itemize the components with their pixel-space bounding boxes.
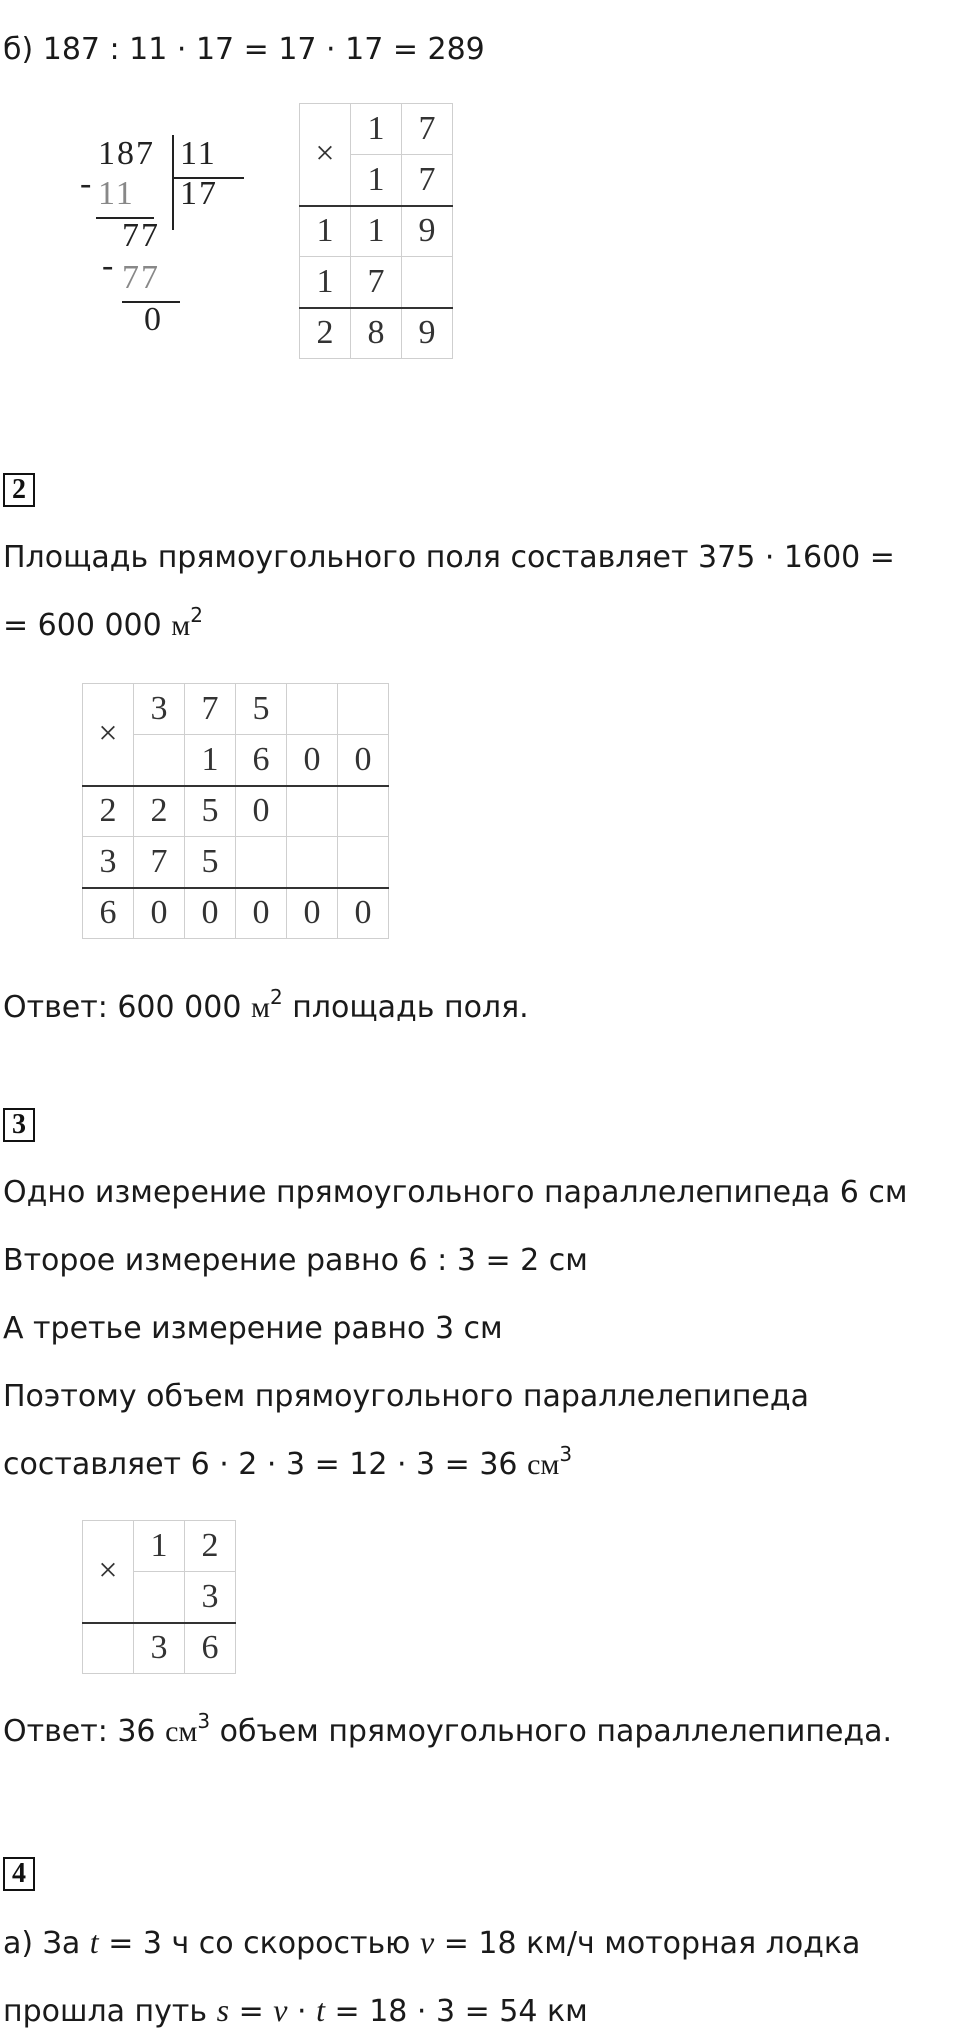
- table-cell: 9: [402, 308, 453, 359]
- table-cell: 1: [351, 104, 402, 155]
- table-cell: 5: [185, 837, 236, 888]
- division-vertical-rule: [172, 135, 174, 230]
- multiplication-table-task3: [82, 1520, 236, 1674]
- dot: ·: [287, 1994, 317, 2029]
- task-number-3: 3: [3, 1108, 35, 1142]
- table-cell: 7: [402, 155, 453, 206]
- table-cell: 2: [134, 786, 185, 837]
- var-s: s: [216, 1992, 230, 2028]
- table-cell: 0: [185, 888, 236, 939]
- table-cell: 8: [351, 308, 402, 359]
- unit-m: м: [250, 991, 270, 1024]
- power-2: 2: [269, 985, 283, 1009]
- var-t: t: [89, 1924, 99, 1960]
- task2-answer-prefix: Ответ: 600 000: [3, 990, 251, 1025]
- power-3: 3: [559, 1442, 573, 1466]
- table-cell: 3: [134, 684, 185, 735]
- times-sign: ×: [300, 104, 351, 206]
- table-cell: 2: [83, 786, 134, 837]
- table-cell: 7: [351, 257, 402, 308]
- task4-a-part1: а) За: [3, 1926, 90, 1961]
- task4-b-part1: прошла путь: [3, 1994, 217, 2029]
- unit-cm: см: [527, 1448, 560, 1481]
- table-cell: [287, 684, 338, 735]
- table-cell: 2: [185, 1521, 236, 1572]
- long-division: [70, 135, 250, 375]
- task2-answer-suffix: площадь поля.: [282, 990, 529, 1025]
- table-cell: 6: [236, 735, 287, 786]
- table-cell: 5: [185, 786, 236, 837]
- equals: =: [229, 1994, 274, 2029]
- table-cell: [402, 257, 453, 308]
- var-t: t: [316, 1992, 325, 2028]
- part-b-line: б) 187 : 11 · 17 = 17 · 17 = 289: [3, 32, 485, 67]
- task3-answer-prefix: Ответ: 36: [3, 1714, 166, 1749]
- task3-answer-suffix: объем прямоугольного параллелепипеда.: [210, 1714, 893, 1749]
- table-cell: [338, 837, 389, 888]
- table-cell: [134, 735, 185, 786]
- table-cell: 1: [300, 206, 351, 257]
- table-cell: 5: [236, 684, 287, 735]
- table-cell: 3: [134, 1623, 185, 1674]
- table-cell: 0: [338, 735, 389, 786]
- table-cell: 6: [185, 1623, 236, 1674]
- task2-line2-prefix: = 600 000: [3, 608, 172, 643]
- table-cell: [338, 786, 389, 837]
- task2-line1: Площадь прямоугольного поля составляет 375 · 1600 =: [3, 540, 895, 575]
- task4-a-part2: = 3 ч со скоростью: [98, 1926, 420, 1961]
- table-cell: 1: [134, 1521, 185, 1572]
- times-sign: ×: [83, 1521, 134, 1623]
- table-cell: [287, 786, 338, 837]
- table-cell: 1: [351, 155, 402, 206]
- unit-cm: см: [165, 1715, 198, 1748]
- divisor: 11: [180, 135, 217, 172]
- power-2: 2: [190, 603, 203, 627]
- table-cell: [134, 1572, 185, 1623]
- task3-line1: Одно измерение прямоугольного параллелепипеда 6 см: [3, 1175, 908, 1210]
- task-number-2: 2: [3, 473, 35, 507]
- task3-line4: Поэтому объем прямоугольного параллелепипеда: [3, 1379, 810, 1414]
- task4-b-part2: = 18 · 3 = 54 км: [325, 1994, 588, 2029]
- var-v: v: [273, 1992, 288, 2028]
- task3-line2: Второе измерение равно 6 : 3 = 2 см: [3, 1243, 588, 1278]
- task-number-4: 4: [3, 1857, 35, 1891]
- table-cell: 3: [185, 1572, 236, 1623]
- table-cell: 2: [300, 308, 351, 359]
- remainder-1: 77: [122, 217, 160, 254]
- table-cell: 1: [185, 735, 236, 786]
- table-cell: 0: [236, 786, 287, 837]
- table-cell: 7: [134, 837, 185, 888]
- task4-line-a: [3, 1924, 860, 1962]
- table-cell: 0: [338, 888, 389, 939]
- unit-m: м: [171, 609, 191, 642]
- minus-sign-2: -: [102, 247, 116, 284]
- table-cell: 1: [300, 257, 351, 308]
- table-cell: [338, 684, 389, 735]
- task2-answer: [3, 985, 529, 1026]
- table-cell: 7: [185, 684, 236, 735]
- table-cell: 0: [236, 888, 287, 939]
- table-cell: 0: [287, 735, 338, 786]
- quotient: 17: [180, 175, 218, 212]
- task3-line5: [3, 1442, 573, 1483]
- subtrahend-1: 11: [98, 175, 135, 212]
- table-cell: 0: [134, 888, 185, 939]
- table-cell: 6: [83, 888, 134, 939]
- var-v: v: [419, 1924, 435, 1960]
- power-3: 3: [197, 1709, 211, 1733]
- times-sign: ×: [83, 684, 134, 786]
- minus-sign-1: -: [80, 165, 94, 202]
- table-cell: [83, 1623, 134, 1674]
- table-cell: 1: [351, 206, 402, 257]
- table-cell: 7: [402, 104, 453, 155]
- task3-line3: А третье измерение равно 3 см: [3, 1311, 503, 1346]
- table-cell: [236, 837, 287, 888]
- table-cell: 3: [83, 837, 134, 888]
- table-cell: 9: [402, 206, 453, 257]
- table-cell: 0: [287, 888, 338, 939]
- remainder-2: 0: [144, 301, 163, 338]
- task4-a-part3: = 18 км/ч моторная лодка: [434, 1926, 861, 1961]
- multiplication-table-b: [299, 103, 453, 359]
- table-cell: [287, 837, 338, 888]
- task4-line-b: [3, 1992, 588, 2030]
- task3-line5-prefix: составляет 6 · 2 · 3 = 12 · 3 = 36: [3, 1447, 528, 1482]
- dividend: 187: [98, 135, 155, 172]
- multiplication-table-task2: [82, 683, 389, 939]
- subtrahend-2: 77: [122, 259, 160, 296]
- task3-answer: [3, 1709, 893, 1750]
- task2-line2: [3, 603, 203, 644]
